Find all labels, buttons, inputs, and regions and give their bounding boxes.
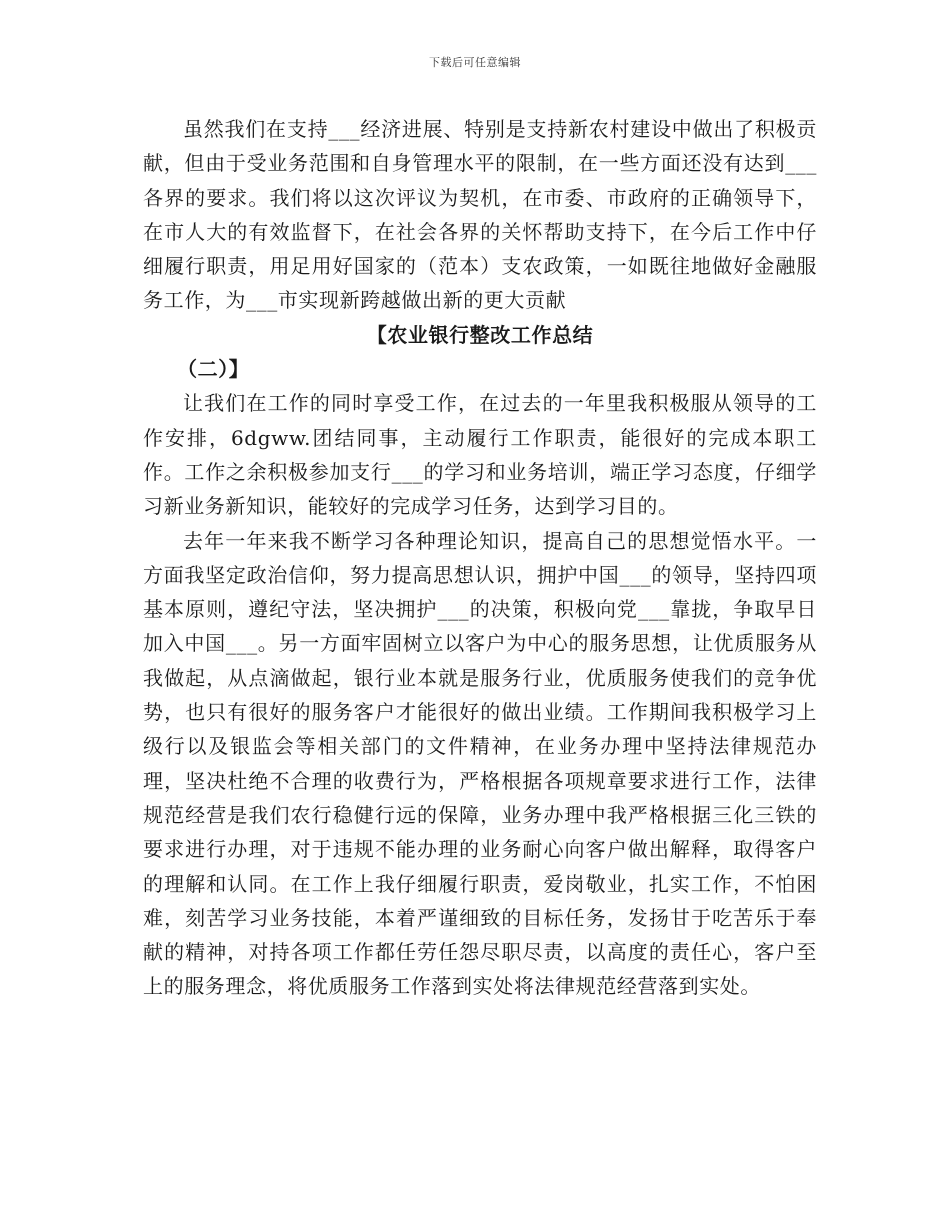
page-header-note: 下载后可任意编辑 (429, 56, 521, 69)
section-heading: 【农业银行整改工作总结 (366, 322, 594, 347)
section-subheading: （二）】 (177, 357, 250, 382)
paragraph-2: 让我们在工作的同时享受工作，在过去的一年里我积极服从领导的工作安排，6dgww.团结同事，主动履行工作职责，能很好的完成本职工作。工作之余积极参加支行___的学习和业务培训，端正学习态度，仔细学习新业务新知识，能较好的完成学习任务，达到学习目的。 (143, 391, 817, 519)
document-body (143, 112, 817, 1004)
paragraph-1: 虽然我们在支持___经济进展、特别是支持新农村建设中做出了积极贡献，但由于受业务范围和自身管理水平的限制，在一些方面还没有达到___各界的要求。我们将以这次评议为契机，在市委、市政府的正确领导下，在市人大的有效监督下，在社会各界的关怀帮助支持下，在今后工作中仔细履行职责，用足用好国家的（范本）支农政策，一如既往地做好金融服务工作，为___市实现新跨越做出新的更大贡献 (143, 117, 817, 313)
paragraph-3: 去年一年来我不断学习各种理论知识，提高自己的思想觉悟水平。一方面我坚定政治信仰，努力提高思想认识，拥护中国___的领导，坚持四项基本原则，遵纪守法，坚决拥护___的决策，积极向党___靠拢，争取早日加入中国___。另一方面牢固树立以客户为中心的服务思想，让优质服务从我做起，从点滴做起，银行业本就是服务行业，优质服务使我们的竞争优势，也只有很好的服务客户才能很好的做出业绩。工作期间我积极学习上级行以及银监会等相关部门的文件精神，在业务办理中坚持法律规范办理，坚决杜绝不合理的收费行为，严格根据各项规章要求进行工作，法律规范经营是我们农行稳健行远的保障，业务办理中我严格根据三化三铁的要求进行办理，对于违规不能办理的业务耐心向客户做出解释，取得客户的理解和认同。在工作上我仔细履行职责，爱岗敬业，扎实工作，不怕困难，刻苦学习业务技能，本着严谨细致的目标任务，发扬甘于吃苦乐于奉献的精神，对持各项工作都任劳任怨尽职尽责，以高度的责任心，客户至上的服务理念，将优质服务工作落到实处将法律规范经营落到实处。 (143, 528, 817, 999)
